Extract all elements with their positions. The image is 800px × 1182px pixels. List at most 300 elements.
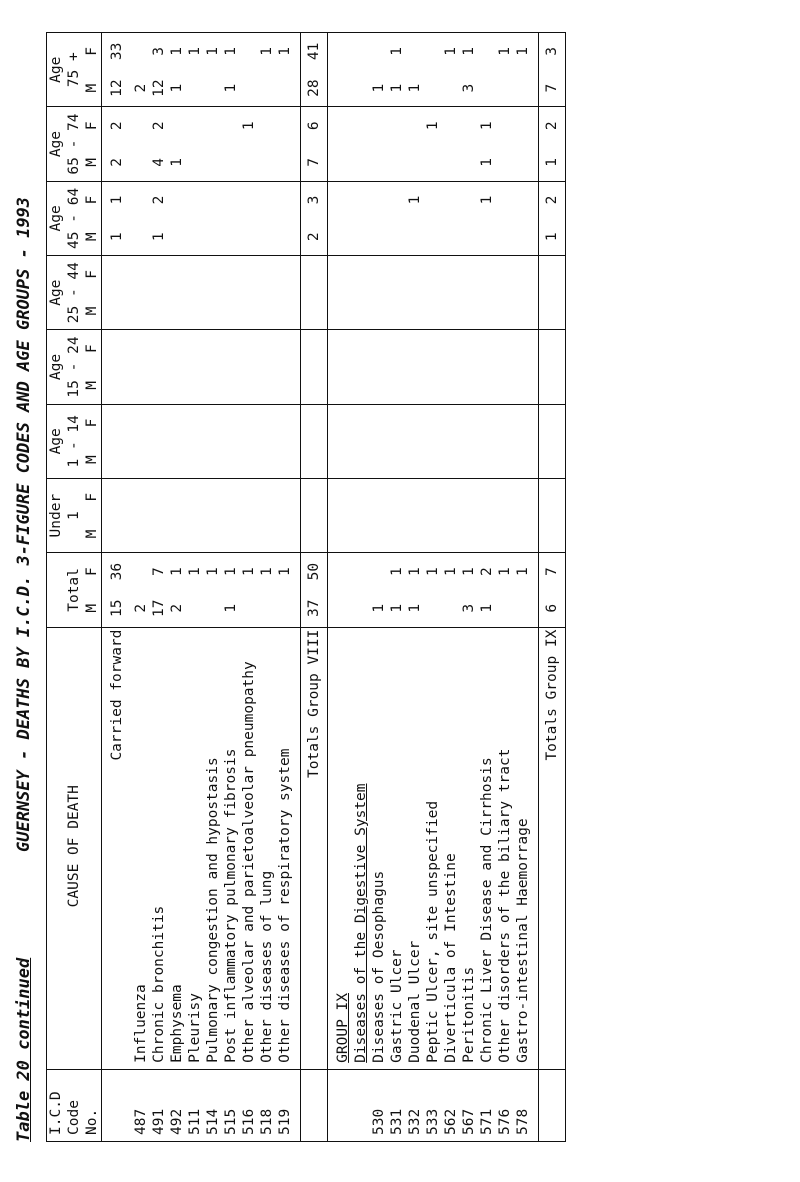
female-count bbox=[334, 256, 352, 293]
female-count bbox=[240, 404, 258, 441]
f-header: F bbox=[83, 33, 102, 70]
male-count: 6 bbox=[539, 590, 566, 627]
male-count bbox=[334, 367, 352, 404]
male-count bbox=[334, 70, 352, 107]
female-count: 1 bbox=[478, 181, 496, 218]
male-count bbox=[478, 367, 496, 404]
male-count bbox=[204, 367, 222, 404]
female-count bbox=[222, 107, 240, 144]
female-count: 2 bbox=[478, 553, 496, 590]
female-count: 1 bbox=[496, 33, 514, 70]
female-count: 2 bbox=[150, 181, 168, 218]
male-count bbox=[334, 144, 352, 181]
female-count bbox=[132, 256, 150, 293]
male-count bbox=[186, 70, 204, 107]
female-count bbox=[108, 256, 126, 293]
female-count bbox=[388, 404, 406, 441]
female-count bbox=[132, 181, 150, 218]
female-count: 50 bbox=[301, 553, 328, 590]
female-count bbox=[496, 404, 514, 441]
female-count: 1 bbox=[108, 181, 126, 218]
male-count bbox=[240, 590, 258, 627]
age-range-5: 65 - 74 bbox=[65, 107, 83, 181]
male-count bbox=[478, 218, 496, 255]
female-count bbox=[352, 404, 370, 441]
male-count bbox=[514, 590, 532, 627]
male-count bbox=[108, 441, 126, 478]
female-count bbox=[222, 330, 240, 367]
female-count bbox=[478, 33, 496, 70]
female-count bbox=[258, 256, 276, 293]
female-count bbox=[276, 107, 294, 144]
male-count bbox=[406, 144, 424, 181]
female-count bbox=[204, 478, 222, 515]
icd-code: 531 bbox=[388, 1069, 406, 1141]
male-count bbox=[222, 293, 240, 330]
male-count bbox=[168, 516, 186, 553]
cause-text: Peptic Ulcer, site unspecified bbox=[425, 800, 441, 1063]
female-count bbox=[424, 478, 442, 515]
female-count bbox=[424, 330, 442, 367]
table-row bbox=[442, 33, 460, 1142]
female-count bbox=[168, 256, 186, 293]
female-count bbox=[204, 404, 222, 441]
cause-of-death bbox=[442, 627, 460, 1069]
female-count bbox=[370, 107, 388, 144]
female-count bbox=[132, 404, 150, 441]
male-count bbox=[370, 218, 388, 255]
cause-text: GROUP IX bbox=[335, 993, 351, 1063]
table-row bbox=[496, 33, 514, 1142]
female-count: 1 bbox=[442, 553, 460, 590]
male-count bbox=[496, 70, 514, 107]
female-count bbox=[442, 330, 460, 367]
female-count bbox=[539, 330, 566, 367]
female-count: 2 bbox=[539, 107, 566, 144]
cause-of-death bbox=[514, 627, 532, 1069]
age-header-0: Under bbox=[47, 478, 66, 552]
male-count bbox=[186, 367, 204, 404]
cause-of-death bbox=[204, 627, 222, 1069]
table-row bbox=[424, 33, 442, 1142]
female-count bbox=[514, 181, 532, 218]
male-count bbox=[478, 293, 496, 330]
cause-of-death bbox=[240, 627, 258, 1069]
female-count bbox=[258, 478, 276, 515]
male-count bbox=[334, 441, 352, 478]
female-count: 1 bbox=[406, 181, 424, 218]
male-count bbox=[276, 218, 294, 255]
female-count bbox=[150, 256, 168, 293]
female-count bbox=[240, 181, 258, 218]
icd-code: 515 bbox=[222, 1069, 240, 1141]
male-count bbox=[352, 144, 370, 181]
table-row bbox=[168, 33, 186, 1142]
male-count bbox=[276, 590, 294, 627]
cause-text: Pulmonary congestion and hypostasis bbox=[205, 757, 221, 1063]
male-count bbox=[150, 367, 168, 404]
female-count bbox=[186, 256, 204, 293]
male-count bbox=[370, 144, 388, 181]
female-count bbox=[168, 330, 186, 367]
male-count bbox=[514, 441, 532, 478]
female-count bbox=[442, 181, 460, 218]
cause-of-death bbox=[108, 627, 126, 1069]
female-count bbox=[258, 404, 276, 441]
cause-text: Carried forward bbox=[109, 629, 125, 761]
female-count: 1 bbox=[204, 33, 222, 70]
female-count bbox=[240, 478, 258, 515]
male-count bbox=[168, 367, 186, 404]
male-count: 1 bbox=[169, 158, 185, 167]
male-count bbox=[478, 441, 496, 478]
male-count bbox=[424, 293, 442, 330]
m-header: M bbox=[83, 441, 102, 478]
female-count bbox=[334, 478, 352, 515]
female-count bbox=[388, 107, 406, 144]
male-count bbox=[514, 293, 532, 330]
female-count: 1 bbox=[222, 553, 240, 590]
female-count bbox=[442, 404, 460, 441]
age-range-2: 15 - 24 bbox=[65, 330, 83, 404]
female-count bbox=[132, 107, 150, 144]
male-count bbox=[496, 293, 514, 330]
table-row bbox=[370, 33, 388, 1142]
female-count: 1 bbox=[424, 107, 442, 144]
male-count bbox=[258, 590, 276, 627]
female-count: 1 bbox=[276, 553, 294, 590]
female-count bbox=[108, 478, 126, 515]
male-count bbox=[352, 218, 370, 255]
male-count bbox=[496, 367, 514, 404]
male-count bbox=[388, 218, 406, 255]
icd-code: 514 bbox=[204, 1069, 222, 1141]
male-count bbox=[240, 367, 258, 404]
female-count: 3 bbox=[301, 181, 328, 218]
female-count bbox=[150, 330, 168, 367]
male-count: 1 bbox=[407, 83, 423, 93]
cause-text: Chronic Liver Disease and Cirrhosis bbox=[479, 757, 495, 1063]
male-count bbox=[204, 441, 222, 478]
male-count bbox=[240, 144, 258, 181]
cause-of-death bbox=[150, 627, 168, 1069]
female-count bbox=[514, 478, 532, 515]
male-count bbox=[496, 218, 514, 255]
male-count bbox=[370, 441, 388, 478]
male-count: 1 bbox=[539, 218, 566, 255]
age-range-6: 75 + bbox=[65, 33, 83, 107]
female-count: 1 bbox=[442, 33, 460, 70]
cause-text: Gastro-intestinal Haemorrage bbox=[515, 818, 531, 1063]
icd-code: 487 bbox=[132, 1069, 150, 1141]
male-count bbox=[514, 144, 532, 181]
age-header-5: Age bbox=[47, 107, 66, 181]
male-count bbox=[186, 516, 204, 553]
female-count: 1 bbox=[222, 33, 240, 70]
male-count bbox=[240, 218, 258, 255]
female-count: 36 bbox=[108, 553, 126, 590]
icd-code bbox=[334, 1069, 352, 1141]
female-count bbox=[539, 404, 566, 441]
male-count bbox=[442, 590, 460, 627]
male-count bbox=[352, 367, 370, 404]
male-count: 3 bbox=[461, 603, 477, 613]
icd-code bbox=[108, 1069, 126, 1141]
icd-code: 518 bbox=[258, 1069, 276, 1141]
table-row bbox=[204, 33, 222, 1142]
male-count bbox=[186, 218, 204, 255]
male-count bbox=[132, 144, 150, 181]
icd-code: 578 bbox=[514, 1069, 532, 1141]
male-count: 28 bbox=[301, 70, 328, 107]
cause-of-death bbox=[496, 627, 514, 1069]
male-count: 12 bbox=[151, 79, 167, 97]
female-count bbox=[301, 256, 328, 293]
male-count bbox=[240, 516, 258, 553]
female-count bbox=[222, 181, 240, 218]
female-count bbox=[460, 181, 478, 218]
male-count bbox=[334, 516, 352, 553]
male-count: 4 bbox=[151, 158, 167, 167]
table-row bbox=[150, 33, 168, 1142]
age-range-4: 45 - 64 bbox=[65, 181, 83, 255]
cause-of-death bbox=[258, 627, 276, 1069]
table-row bbox=[276, 33, 294, 1142]
male-count bbox=[240, 70, 258, 107]
male-count bbox=[388, 293, 406, 330]
group-title-row bbox=[352, 33, 370, 1142]
female-count: 3 bbox=[150, 33, 168, 70]
female-count bbox=[168, 478, 186, 515]
icd-code: 567 bbox=[460, 1069, 478, 1141]
cause-text: Other diseases of lung bbox=[259, 870, 275, 1063]
male-count bbox=[424, 218, 442, 255]
male-count bbox=[424, 144, 442, 181]
male-count bbox=[424, 367, 442, 404]
m-header: M bbox=[83, 590, 102, 627]
male-count bbox=[222, 367, 240, 404]
male-count bbox=[514, 70, 532, 107]
female-count bbox=[478, 404, 496, 441]
male-count: 1 bbox=[371, 603, 387, 613]
female-count bbox=[460, 330, 478, 367]
female-count bbox=[276, 181, 294, 218]
male-count: 2 bbox=[169, 603, 185, 613]
female-count: 1 bbox=[186, 33, 204, 70]
carried-forward-row bbox=[108, 33, 126, 1142]
male-count bbox=[276, 367, 294, 404]
male-count bbox=[514, 218, 532, 255]
male-count bbox=[388, 367, 406, 404]
female-count bbox=[258, 330, 276, 367]
cause-text: Duodenal Ulcer bbox=[407, 940, 423, 1063]
f-header: F bbox=[83, 478, 102, 515]
cause-of-death bbox=[478, 627, 496, 1069]
female-count: 1 bbox=[168, 33, 186, 70]
female-count bbox=[424, 256, 442, 293]
male-count bbox=[334, 293, 352, 330]
female-count bbox=[222, 404, 240, 441]
male-count bbox=[186, 590, 204, 627]
male-count: 1 bbox=[223, 83, 239, 93]
female-count bbox=[478, 256, 496, 293]
female-count bbox=[478, 330, 496, 367]
age-header-3: Age bbox=[47, 256, 66, 330]
code-header-2: Code bbox=[65, 1069, 83, 1141]
male-count bbox=[301, 293, 328, 330]
male-count bbox=[406, 218, 424, 255]
female-count: 41 bbox=[301, 33, 328, 70]
male-count: 7 bbox=[301, 144, 328, 181]
m-header: M bbox=[83, 367, 102, 404]
cause-text: Totals Group VIII bbox=[306, 629, 322, 778]
male-count bbox=[276, 70, 294, 107]
male-count bbox=[240, 293, 258, 330]
cause-text: Diseases of Oesophagus bbox=[371, 870, 387, 1063]
cause-of-death bbox=[539, 627, 566, 1069]
cause-of-death bbox=[388, 627, 406, 1069]
female-count bbox=[352, 478, 370, 515]
cause-of-death bbox=[168, 627, 186, 1069]
male-count bbox=[352, 516, 370, 553]
male-count bbox=[370, 293, 388, 330]
cause-text: Other disorders of the biliary tract bbox=[497, 748, 513, 1063]
icd-code bbox=[352, 1069, 370, 1141]
male-count bbox=[108, 367, 126, 404]
male-count bbox=[276, 144, 294, 181]
male-count bbox=[388, 144, 406, 181]
female-count: 1 bbox=[424, 553, 442, 590]
female-count bbox=[496, 107, 514, 144]
icd-code: 519 bbox=[276, 1069, 294, 1141]
icd-code: 532 bbox=[406, 1069, 424, 1141]
female-count: 33 bbox=[108, 33, 126, 70]
male-count: 2 bbox=[109, 158, 125, 167]
male-count bbox=[258, 70, 276, 107]
age-header-1: Age bbox=[47, 404, 66, 478]
male-count bbox=[276, 516, 294, 553]
icd-code: 530 bbox=[370, 1069, 388, 1141]
totals-row bbox=[539, 33, 566, 1142]
female-count: 1 bbox=[258, 553, 276, 590]
male-count bbox=[258, 218, 276, 255]
male-count bbox=[204, 516, 222, 553]
female-count bbox=[370, 181, 388, 218]
female-count bbox=[460, 107, 478, 144]
male-count bbox=[334, 590, 352, 627]
female-count bbox=[496, 256, 514, 293]
male-count bbox=[168, 293, 186, 330]
male-count: 1 bbox=[371, 83, 387, 93]
male-count bbox=[406, 367, 424, 404]
male-count bbox=[442, 70, 460, 107]
female-count bbox=[370, 478, 388, 515]
male-count bbox=[204, 293, 222, 330]
female-count: 1 bbox=[168, 553, 186, 590]
totals-row bbox=[301, 33, 328, 1142]
male-count: 1 bbox=[389, 603, 405, 613]
cause-of-death bbox=[406, 627, 424, 1069]
female-count: 1 bbox=[388, 33, 406, 70]
female-count bbox=[168, 107, 186, 144]
male-count bbox=[539, 367, 566, 404]
female-count bbox=[388, 330, 406, 367]
female-count bbox=[514, 330, 532, 367]
female-count bbox=[406, 33, 424, 70]
male-count bbox=[424, 590, 442, 627]
male-count bbox=[442, 218, 460, 255]
m-header: M bbox=[83, 218, 102, 255]
female-count bbox=[240, 330, 258, 367]
male-count bbox=[150, 516, 168, 553]
male-count bbox=[442, 441, 460, 478]
cause-header bbox=[47, 627, 66, 1069]
female-count: 1 bbox=[496, 553, 514, 590]
cause-text: Post inflammatory pulmonary fibrosis bbox=[223, 748, 239, 1063]
female-count bbox=[424, 404, 442, 441]
female-count: 1 bbox=[240, 107, 258, 144]
age-range-3: 25 - 44 bbox=[65, 256, 83, 330]
male-count bbox=[222, 218, 240, 255]
cause-text: Diverticula of Intestine bbox=[443, 853, 459, 1063]
code-header-3: No. bbox=[83, 1069, 102, 1141]
cause-text: Totals Group IX bbox=[544, 629, 560, 761]
female-count: 7 bbox=[150, 553, 168, 590]
female-count bbox=[186, 478, 204, 515]
female-count bbox=[539, 256, 566, 293]
male-count bbox=[460, 367, 478, 404]
deaths-table bbox=[46, 32, 566, 1142]
female-count bbox=[406, 478, 424, 515]
male-count bbox=[222, 441, 240, 478]
female-count: 2 bbox=[150, 107, 168, 144]
male-count bbox=[258, 516, 276, 553]
female-count bbox=[424, 33, 442, 70]
female-count bbox=[478, 478, 496, 515]
female-count: 1 bbox=[388, 553, 406, 590]
total-header bbox=[47, 553, 66, 627]
male-count bbox=[478, 70, 496, 107]
male-count: 15 bbox=[109, 599, 125, 617]
female-count bbox=[460, 256, 478, 293]
table-row bbox=[186, 33, 204, 1142]
female-count: 1 bbox=[406, 553, 424, 590]
male-count bbox=[388, 516, 406, 553]
cause-of-death bbox=[424, 627, 442, 1069]
female-count bbox=[204, 107, 222, 144]
male-count: 2 bbox=[133, 83, 149, 93]
female-count bbox=[334, 181, 352, 218]
icd-code: 571 bbox=[478, 1069, 496, 1141]
male-count bbox=[168, 218, 186, 255]
total-label: Total bbox=[65, 553, 83, 627]
female-count bbox=[276, 478, 294, 515]
icd-code bbox=[301, 1069, 328, 1141]
male-count bbox=[204, 70, 222, 107]
female-count: 1 bbox=[258, 33, 276, 70]
table-label: Table 20 continued bbox=[14, 957, 34, 1142]
male-count bbox=[352, 70, 370, 107]
male-count bbox=[370, 367, 388, 404]
female-count bbox=[168, 181, 186, 218]
f-header: F bbox=[83, 256, 102, 293]
female-count: 1 bbox=[478, 107, 496, 144]
male-count bbox=[168, 441, 186, 478]
female-count bbox=[424, 181, 442, 218]
female-count bbox=[150, 404, 168, 441]
male-count bbox=[132, 293, 150, 330]
female-count bbox=[352, 33, 370, 70]
